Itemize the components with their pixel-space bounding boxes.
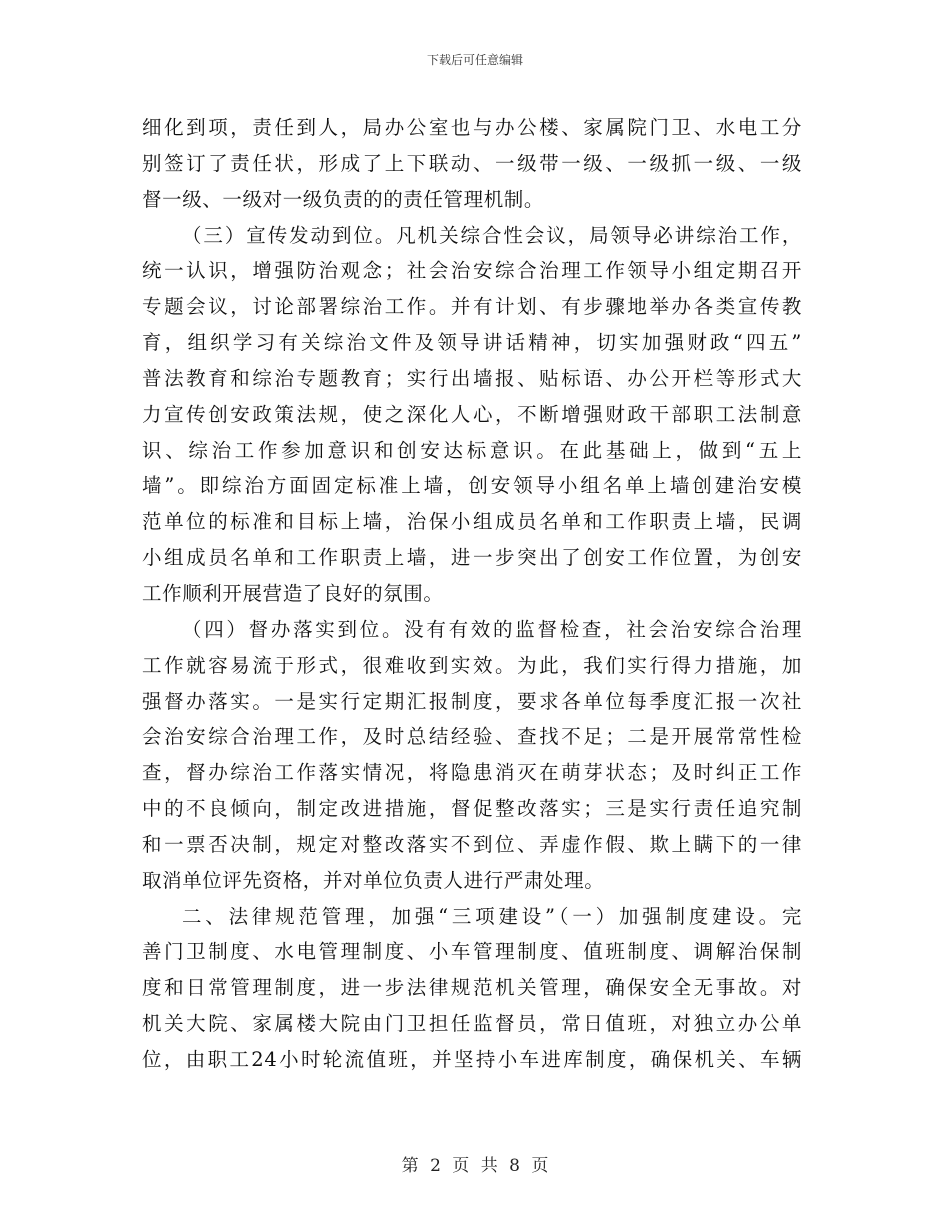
text-line: 别签订了责任状，形成了上下联动、一级带一级、一级抓一级、一级	[142, 151, 802, 175]
text-line: 育，组织学习有关综治文件及领导讲话精神，切实加强财政“四五”	[142, 331, 802, 355]
text-line: 识、综治工作参加意识和创安达标意识。在此基础上，做到“五上	[142, 438, 802, 462]
text-line: 普法教育和综治专题教育；实行出墙报、贴标语、办公开栏等形式大	[142, 366, 802, 390]
text-line: 工作就容易流于形式，很难收到实效。为此，我们实行得力措施，加	[142, 653, 802, 677]
text-line: 统一认识，增强防治观念；社会治安综合治理工作领导小组定期召开	[142, 259, 802, 283]
text-line: 会治安综合治理工作，及时总结经验、查找不足；二是开展常常性检	[142, 725, 802, 749]
page-footer: 第 2 页 共 8 页	[401, 1156, 549, 1176]
text-line: 和一票否决制，规定对整改落实不到位、弄虚作假、欺上瞒下的一律	[142, 832, 802, 856]
text-line: 细化到项，责任到人，局办公室也与办公楼、家属院门卫、水电工分	[142, 116, 802, 139]
text-line: 专题会议，讨论部署综治工作。并有计划、有步骤地举办各类宣传教	[142, 295, 802, 319]
text-line: 督一级、一级对一级负责的的责任管理机制。	[142, 187, 545, 211]
text-line: 位，由职工24小时轮流值班，并坚持小车进库制度，确保机关、车辆	[142, 1047, 802, 1071]
text-line: 取消单位评先资格，并对单位负责人进行严肃处理。	[142, 868, 605, 892]
text-line: 墙”。即综治方面固定标准上墙，创安领导小组名单上墙创建治安模	[142, 474, 802, 498]
text-line: 度和日常管理制度，进一步法律规范机关管理，确保安全无事故。对	[142, 976, 802, 1000]
page-header: 下载后可任意编辑	[426, 53, 523, 67]
text-line: 工作顺利开展营造了良好的氛围。	[142, 581, 444, 605]
text-line: 善门卫制度、水电管理制度、小车管理制度、值班制度、调解治保制	[142, 940, 802, 964]
text-line: 查，督办综治工作落实情况，将隐患消灭在萌芽状态；及时纠正工作	[142, 761, 802, 785]
text-line: 中的不良倾向，制定改进措施，督促整改落实；三是实行责任追究制	[142, 797, 802, 821]
text-line: 小组成员名单和工作职责上墙，进一步突出了创安工作位置，为创安	[142, 546, 802, 570]
text-line: （四）督办落实到位。没有有效的监督检查，社会治安综合治理	[182, 617, 802, 641]
text-line: （三）宣传发动到位。凡机关综合性会议，局领导必讲综治工作，	[182, 223, 802, 247]
text-line: 力宣传创安政策法规，使之深化人心，不断增强财政干部职工法制意	[142, 402, 802, 426]
text-line: 二、法律规范管理，加强“三项建设”（一）加强制度建设。完	[182, 904, 802, 928]
document-body	[142, 110, 802, 1078]
text-line: 机关大院、家属楼大院由门卫担任监督员，常日值班，对独立办公单	[142, 1012, 802, 1036]
text-line: 范单位的标准和目标上墙，治保小组成员名单和工作职责上墙，民调	[142, 510, 802, 534]
text-line: 强督办落实。一是实行定期汇报制度，要求各单位每季度汇报一次社	[142, 689, 802, 713]
